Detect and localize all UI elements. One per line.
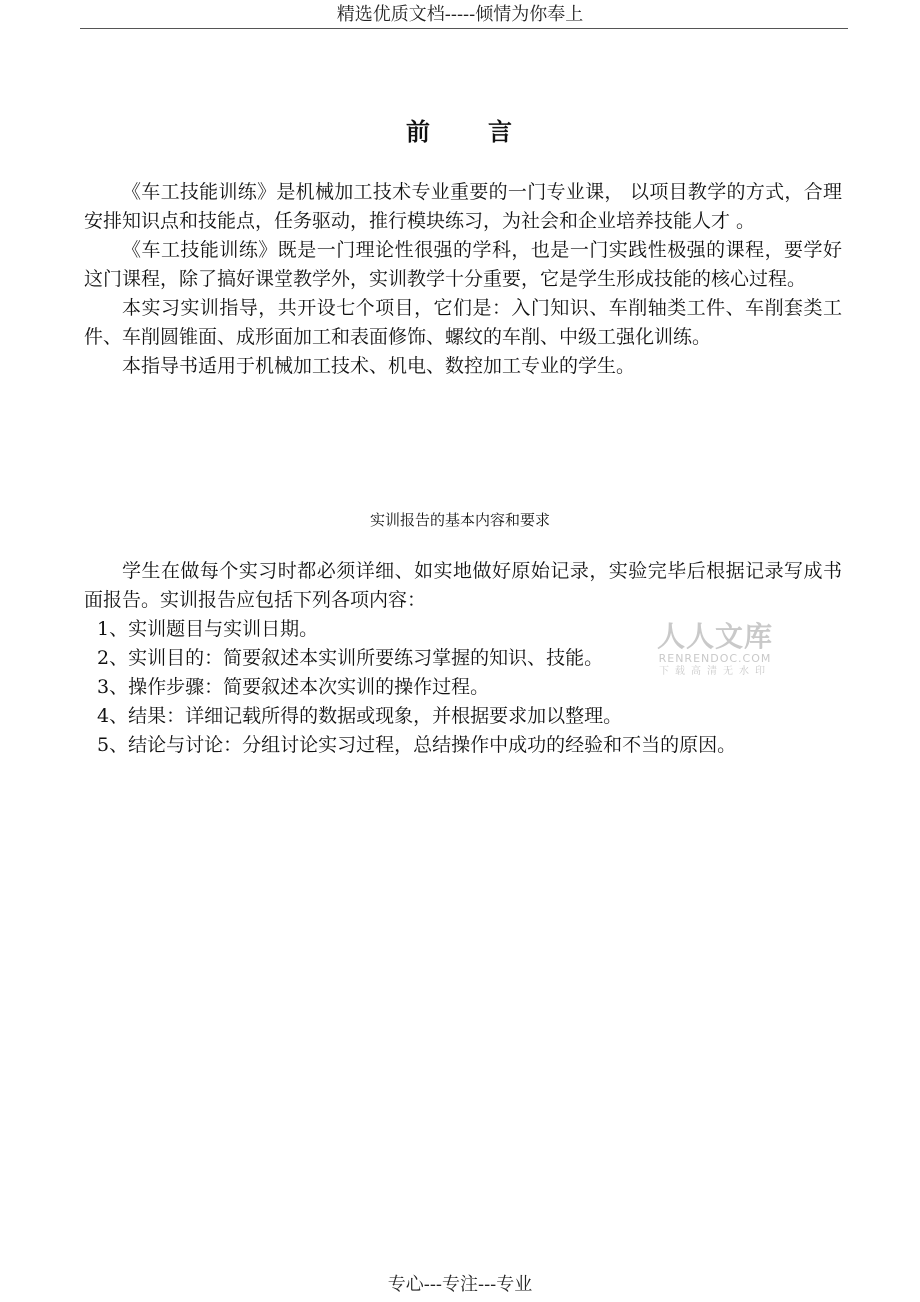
preface-paragraph-1: 《车工技能训练》是机械加工技术专业重要的一门专业课， 以项目教学的方式，合理安排知识点和技能点，任务驱动，推行模块练习，为社会和企业培养技能人才 。 bbox=[84, 181, 842, 232]
page-title-part1: 前 bbox=[406, 118, 432, 146]
preface-paragraph-2: 《车工技能训练》既是一门理论性很强的学科，也是一门实践性极强的课程，要学好这门课程，除了搞好课堂教学外，实训教学十分重要，它是学生形成技能的核心过程。 bbox=[84, 239, 842, 290]
page-title-part2: 言 bbox=[488, 118, 514, 146]
page-title bbox=[0, 114, 920, 150]
report-item-5: 5、结论与讨论：分组讨论实习过程，总结操作中成功的经验和不当的原因。 bbox=[97, 734, 737, 756]
page-footer: 专心---专注---专业 bbox=[387, 1274, 533, 1295]
report-items-list bbox=[84, 615, 842, 760]
report-item-4: 4、结果：详细记载所得的数据或现象，并根据要求加以整理。 bbox=[97, 705, 623, 727]
header-divider bbox=[80, 28, 848, 29]
preface-paragraph-3: 本实习实训指导，共开设七个项目，它们是：入门知识、车削轴类工件、车削套类工件、车削圆锥面、成形面加工和表面修饰、螺纹的车削、中级工强化训练。 bbox=[84, 297, 842, 348]
report-subtitle: 实训报告的基本内容和要求 bbox=[369, 511, 550, 529]
report-item-1: 1、实训题目与实训日期。 bbox=[97, 618, 319, 640]
watermark-main-text: 人人文库 bbox=[656, 620, 773, 653]
watermark-url: RENRENDOC.COM bbox=[658, 652, 772, 665]
watermark-subtext: 下载高清无水印 bbox=[659, 666, 771, 677]
report-item-2: 2、实训目的：简要叙述本实训所要练习掌握的知识、技能。 bbox=[97, 647, 604, 669]
report-section bbox=[84, 557, 842, 760]
report-item-3: 3、操作步骤：简要叙述本次实训的操作过程。 bbox=[97, 676, 490, 698]
report-intro: 学生在做每个实习时都必须详细、如实地做好原始记录，实验完毕后根据记录写成书面报告。实训报告应包括下列各项内容： bbox=[84, 560, 842, 611]
preface-paragraph-4: 本指导书适用于机械加工技术、机电、数控加工专业的学生。 bbox=[122, 355, 636, 377]
page-header: 精选优质文档-----倾情为你奉上 bbox=[336, 4, 584, 25]
preface-section bbox=[84, 178, 842, 381]
